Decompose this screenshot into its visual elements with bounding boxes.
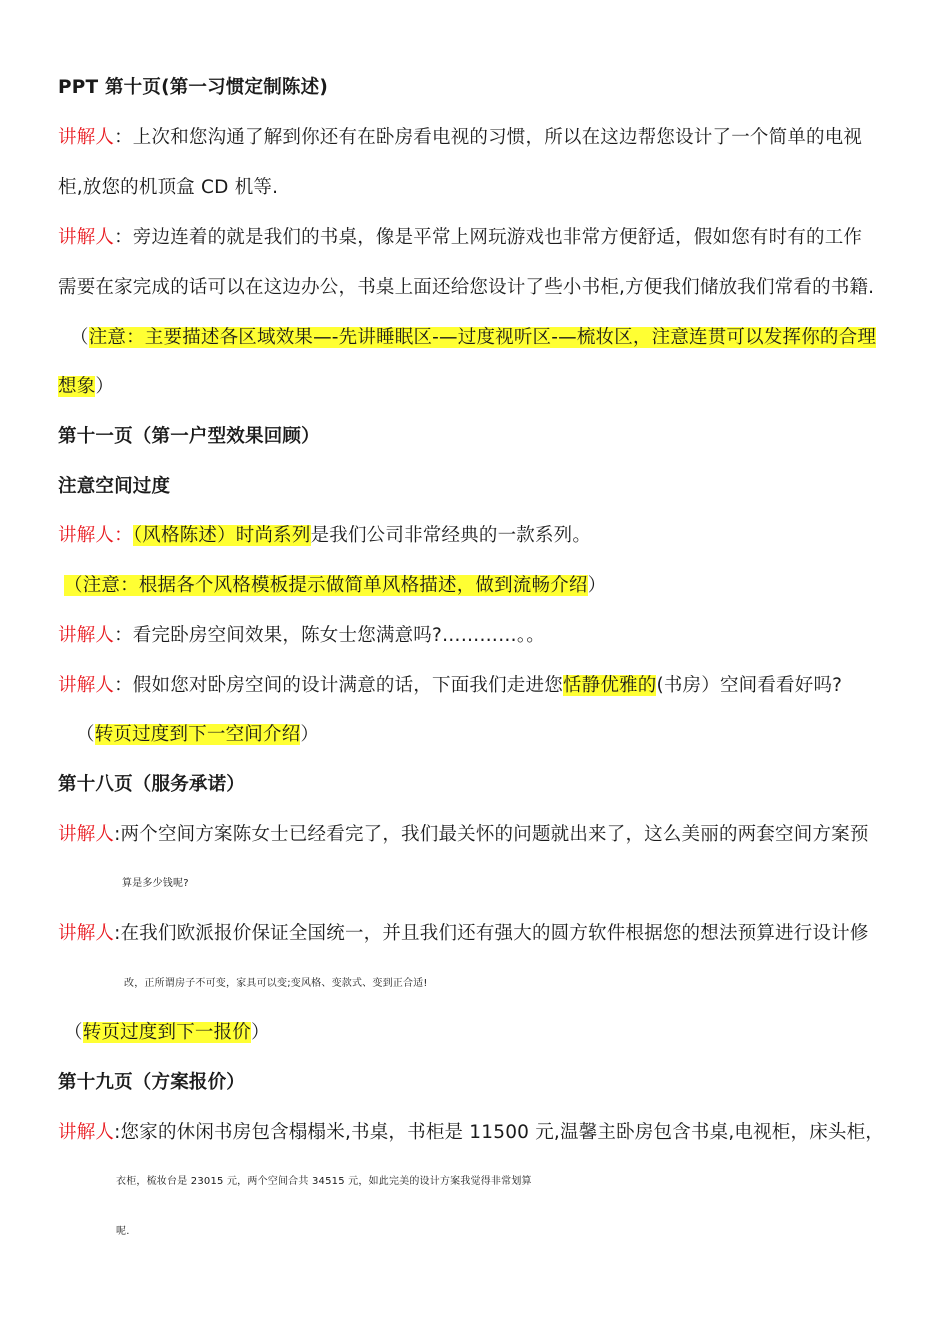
paren-open: （ [76,724,95,745]
highlighted-note: 转页过度到下一报价 [82,1022,252,1043]
speaker-label: 讲解人 [58,824,115,845]
paragraph-text: :两个空间方案陈女士已经看完了，我们最关怀的问题就出来了，这么美丽的两套空间方案预 [114,824,869,845]
paragraph-line [58,623,898,649]
paragraph-line [58,125,898,151]
paren-close: ） [251,1022,270,1043]
highlighted-note: 注意：主要描述各区域效果—-先讲睡眠区-—过度视听区-—梳妆区，注意连贯可以发挥你的合理 [88,327,877,348]
speaker-label: 讲解人 [58,127,115,148]
paren-close: ） [95,376,115,397]
speaker-label: 讲解人 [58,675,115,696]
note-line [58,374,898,400]
paragraph-line [58,673,898,699]
paragraph-line: 需要在家完成的话可以在这边办公，书桌上面还给您设计了些小书柜,方便我们储放我们常看的书籍. [58,277,875,298]
note-line [76,722,916,748]
note-line [64,573,904,599]
paragraph-text: ：旁边连着的就是我们的书桌，像是平常上网玩游戏也非常方便舒适，假如您有时有的工作 [114,227,863,248]
paragraph-text: 是我们公司非常经典的一款系列。 [310,525,592,546]
section-title-page-18: 第十八页（服务承诺） [58,774,246,795]
paragraph-line: 呢. [116,1226,130,1237]
paren-close: ） [587,575,607,596]
note-line [64,1020,904,1046]
paragraph-text: ：假如您对卧房空间的设计满意的话，下面我们走进您 [114,675,563,696]
paragraph-line: 衣柜，梳妆台是 23015 元，两个空间合共 34515 元，如此完美的设计方案我觉得非常划算 [116,1176,532,1187]
speaker-label: 讲解人： [58,525,133,546]
paragraph-line: 算是多少钱呢? [122,878,189,889]
highlighted-text: （风格陈述）时尚系列 [132,525,311,546]
paren-open: （ [64,575,83,596]
highlighted-text: 恬静优雅的 [562,675,657,696]
speaker-label: 讲解人 [58,1122,115,1143]
paragraph-line [58,921,898,947]
paren-close: ） [300,724,320,745]
section-title-page-10: PPT 第十页(第一习惯定制陈述) [58,77,328,98]
paragraph-line [58,225,898,251]
highlighted-note: 转页过度到下一空间介绍 [94,724,301,745]
paragraph-text: :在我们欧派报价保证全国统一，并且我们还有强大的圆方软件根据您的想法预算进行设计修 [114,923,869,944]
section-subtitle: 注意空间过度 [58,476,171,497]
highlighted-note: 想象 [58,376,96,397]
paren-open: （ [70,327,89,348]
highlighted-note: 注意：根据各个风格模板提示做简单风格描述，做到流畅介绍 [82,575,588,596]
speaker-label: 讲解人 [58,227,115,248]
paragraph-text: (书房）空间看看好吗? [656,675,843,696]
paragraph-text: :您家的休闲书房包含榻榻米,书桌，书柜是 11500 元,温馨主卧房包含书桌,电视柜，床头柜， [114,1122,884,1143]
paragraph-line [58,1120,898,1146]
speaker-label: 讲解人 [58,923,115,944]
paren-open: （ [64,1022,83,1043]
paragraph-line [58,523,898,549]
paragraph-line: 柜,放您的机顶盒 CD 机等. [58,177,279,198]
note-line [70,325,910,351]
paragraph-text: ：上次和您沟通了解到你还有在卧房看电视的习惯，所以在这边帮您设计了一个简单的电视 [114,127,863,148]
speaker-label: 讲解人 [58,625,115,646]
section-title-page-19: 第十九页（方案报价） [58,1072,246,1093]
paragraph-line [58,822,898,848]
section-title-page-11: 第十一页（第一户型效果回顾） [58,426,320,447]
paragraph-text: ：看完卧房空间效果，陈女士您满意吗?…………。。 [114,625,545,646]
paragraph-line: 改，正所谓房子不可变，家具可以变;变风格、变款式、变到正合适! [124,978,428,989]
